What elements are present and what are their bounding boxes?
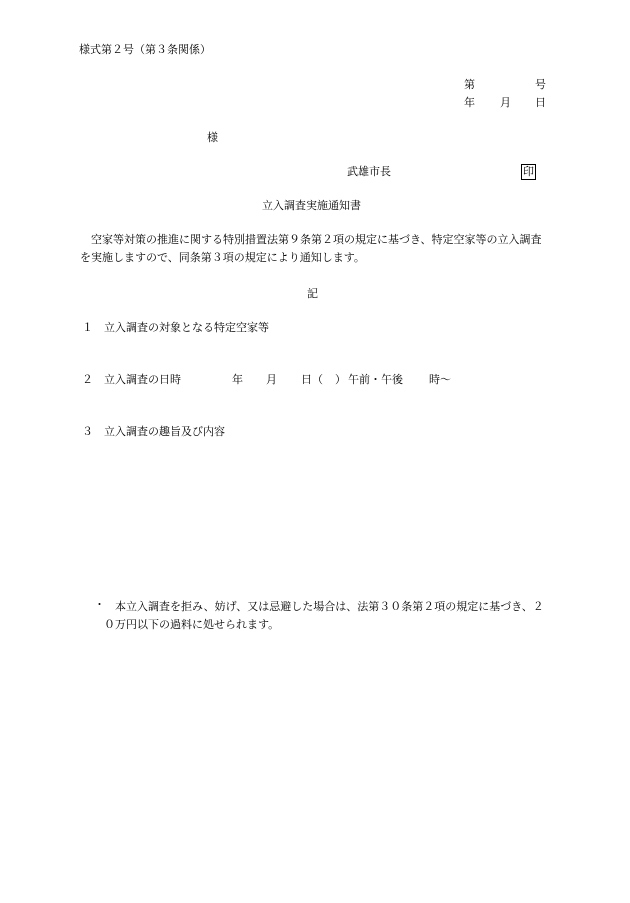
addressee-suffix: 様 xyxy=(207,131,218,144)
item2-number: ２ xyxy=(82,373,93,386)
ki-heading: 記 xyxy=(307,287,318,300)
date-day: 日 xyxy=(535,96,546,109)
date-month: 月 xyxy=(500,96,511,109)
item3-number: ３ xyxy=(82,425,93,438)
item2-ampm: 午前・午後 xyxy=(348,373,403,386)
doc-number-suffix: 号 xyxy=(535,78,546,91)
item2-month: 月 xyxy=(266,373,277,386)
item2-paren-close: ） xyxy=(335,373,346,386)
item1-number: １ xyxy=(82,321,93,334)
item1-label: 立入調査の対象となる特定空家等 xyxy=(104,321,269,334)
issuer-seal xyxy=(521,164,536,180)
item2-day: 日（ xyxy=(301,373,323,386)
item2-year: 年 xyxy=(232,373,243,386)
seal-stamp: 印 xyxy=(523,165,534,178)
issuer-name: 武雄市長 xyxy=(347,165,391,178)
item3-label: 立入調査の趣旨及び内容 xyxy=(104,425,225,438)
document-title: 立入調査実施通知書 xyxy=(262,199,361,212)
date-year: 年 xyxy=(464,96,475,109)
item2-label: 立入調査の日時 xyxy=(104,373,181,386)
form-label: 様式第２号（第３条関係） xyxy=(79,43,211,56)
doc-number-prefix: 第 xyxy=(464,78,475,91)
item2-time: 時～ xyxy=(429,373,451,386)
note-bullet: ・ xyxy=(94,598,105,611)
note-text: 本立入調査を拒み、妨げ、又は忌避した場合は、法第３０条第２項の規定に基づき、２０万円以下の過料に処せられます。 xyxy=(104,600,544,631)
body-paragraph: 空家等対策の推進に関する特別措置法第９条第２項の規定に基づき、特定空家等の立入調査を実施しますので、同条第３項の規定により通知します。 xyxy=(80,233,542,264)
